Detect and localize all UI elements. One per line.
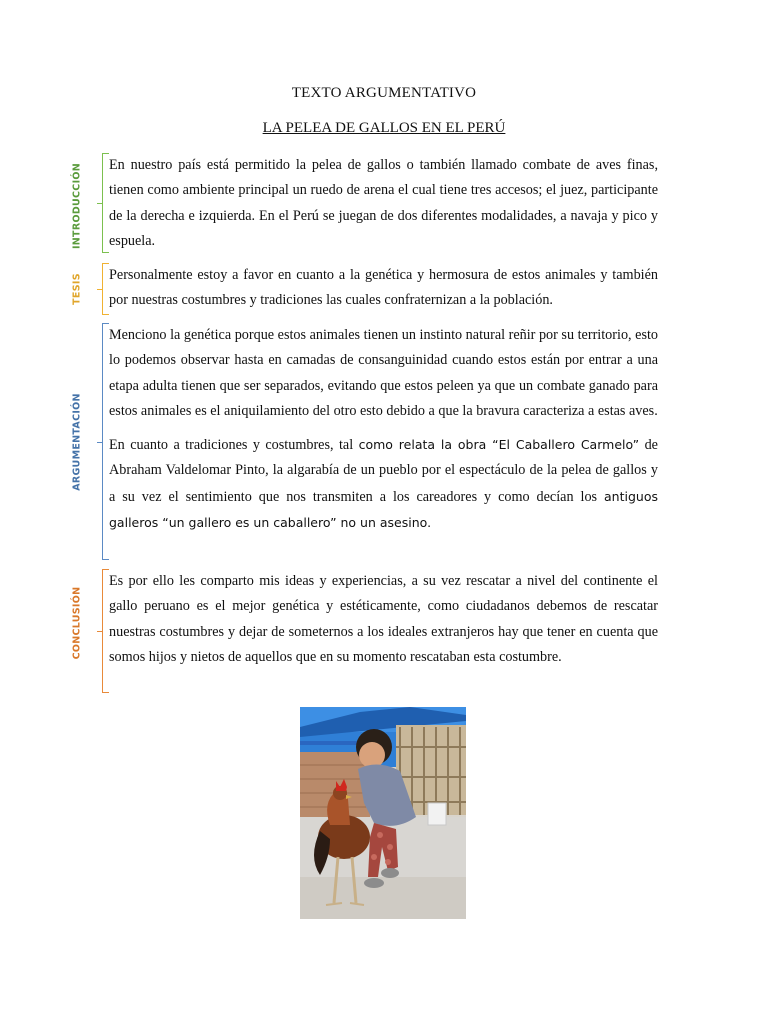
child-with-rooster-photo bbox=[300, 707, 466, 919]
paragraph-argumentacion-2 bbox=[109, 432, 658, 536]
section-conclusion bbox=[102, 569, 658, 693]
label-argumentacion: ARGUMENTACIÓN bbox=[71, 393, 83, 491]
paragraph-argumentacion-2-d: antiguos galleros “un gallero es un caballero” no un asesino. bbox=[109, 488, 658, 531]
paragraph-argumentacion-2-b: como relata la obra “El Caballero Carmelo” bbox=[358, 437, 640, 453]
paragraph-argumentacion-1: Menciono la genética porque estos animales tienen un instinto natural reñir por su territorio, esto lo podemos observar hasta en camadas de consanguinidad cuando estos están por entrar a una etapa adulta tienen que ser separados, evitando que estos peleen ya que un combate ganado para estos animales es el aniquilamiento del otro esto debido a que la bravura caracteriza a estas aves. bbox=[109, 327, 658, 419]
paragraph-conclusion: Es por ello les comparto mis ideas y experiencias, a su vez rescatar a nivel del continente el gallo peruano es el mejor genética y estéticamente, como ciudadanos debemos de rescatar nuestras costumbres y dejar de someternos a los ideales extranjeros hay que tener en cuenta que somos hijos y nietos de aquellos que en su momento rescataban esta costumbre. bbox=[109, 573, 658, 665]
section-introduccion bbox=[102, 153, 658, 253]
label-conclusion: CONCLUSIÓN bbox=[71, 586, 83, 660]
paragraph-argumentacion-2-a: En cuanto a tradiciones y costumbres, tal bbox=[109, 437, 359, 454]
document-subtitle: LA PELEA DE GALLOS EN EL PERÚ bbox=[262, 120, 506, 136]
label-introduccion: INTRODUCCIÓN bbox=[71, 162, 83, 250]
bracket-tesis bbox=[102, 263, 109, 315]
label-tesis: TESIS bbox=[71, 273, 83, 305]
paragraph-argumentacion-2-c: de Abraham Valdelomar Pinto, la algarabía de un pueblo por el espectáculo de la pelea de gallos y a su vez el sentimiento que nos transmiten a los careadores y como decían los bbox=[109, 437, 658, 505]
bracket-argumentacion bbox=[102, 323, 109, 560]
section-argumentacion bbox=[102, 323, 658, 560]
document-title: TEXTO ARGUMENTATIVO bbox=[291, 85, 477, 101]
section-tesis bbox=[102, 263, 658, 315]
paragraph-introduccion: En nuestro país está permitido la pelea de gallos o también llamado combate de aves finas, tienen como ambiente principal un ruedo de arena el cual tiene tres accesos; el juez, participante de la derecha e izquierda. En el Perú se juegan de dos diferentes modalidades, a navaja y pico y espuela. bbox=[109, 157, 658, 249]
paragraph-tesis: Personalmente estoy a favor en cuanto a la genética y hermosura de estos animales y también por nuestras costumbres y tradiciones las cuales confraternizan a la población. bbox=[109, 267, 658, 309]
bracket-conclusion bbox=[102, 569, 109, 693]
bracket-introduccion bbox=[102, 153, 109, 253]
